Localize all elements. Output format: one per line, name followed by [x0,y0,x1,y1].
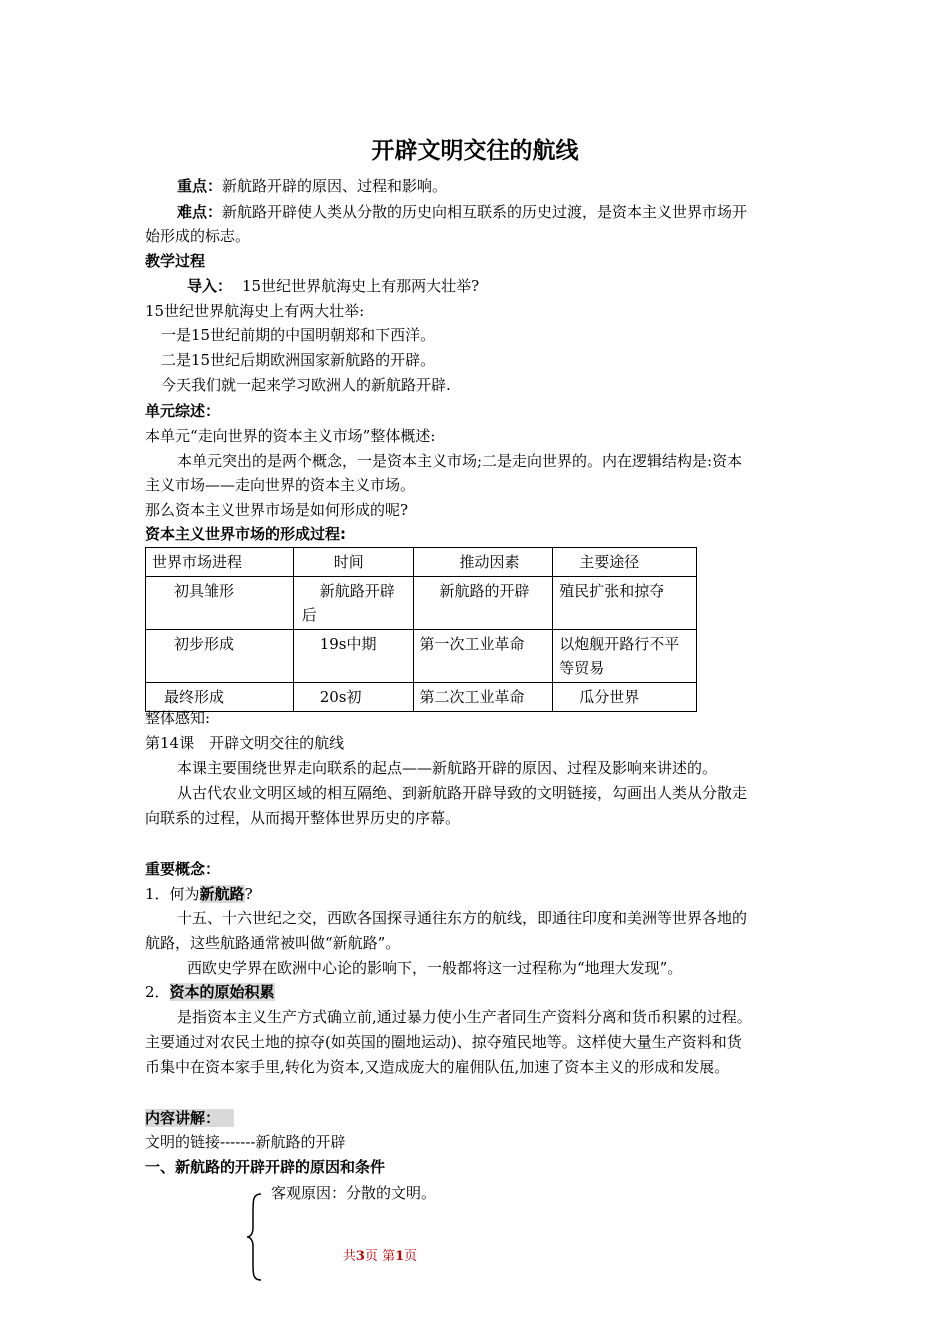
footer-total-pages: 3 [355,1249,365,1264]
focus-label: 重点： [177,177,223,195]
table-cell: 殖民扩张和掠夺 [553,577,697,630]
footer-page-label: 第 [382,1249,396,1264]
difficulty-line-1 [177,200,747,224]
table-cell: 初具雏形 [146,577,294,630]
table-cell: 新航路的开辟 [413,577,553,630]
intro-text: 15世纪世界航海史上有那两大壮举? [242,277,480,295]
focus-line [177,174,447,198]
table-heading: 资本主义世界市场的形成过程: [145,525,346,543]
unit-line-3: 那么资本主义世界市场是如何形成的呢? [145,501,409,519]
intro-line-3: 今天我们就一起来学习欧洲人的新航路开辟. [161,376,451,394]
footer-current-page: 1 [395,1249,405,1264]
table-cell: 20s初 [293,683,413,712]
process-heading: 教学过程 [145,252,206,270]
table-row [146,630,697,683]
concept2-line-2: 币集中在资本家手里,转化为资本,又造成庞大的雇佣队伍,加速了资本主义的形成和发展。 [145,1058,730,1076]
intro-line [187,274,479,298]
concept1-suffix: ? [244,885,253,903]
unit-heading: 单元综述： [145,402,221,420]
table-cell: 初步形成 [146,630,294,683]
overall-line-4: 向联系的过程，从而揭开整体世界历史的序幕。 [145,809,461,827]
unit-line-1: 本单元突出的是两个概念，一是资本主义市场;二是走向世界的。内在逻辑结构是:资本 [177,452,743,470]
page-title: 开辟文明交往的航线 [371,138,579,164]
difficulty-text: 新航路开辟使人类从分散的历史向相互联系的历史过渡，是资本主义世界市场开 [222,203,748,221]
table-header-cell: 世界市场进程 [146,548,294,577]
footer-page-unit: 页 [364,1249,378,1264]
concept2-prefix: 2． [145,983,170,1001]
table-cell: 以炮舰开路行不平等贸易 [553,630,697,683]
content-heading-text: 内容讲解： [145,1109,234,1127]
table-cell: 19s中期 [293,630,413,683]
concept2-term: 资本的原始积累 [169,983,275,1001]
table-header-cell: 时间 [293,548,413,577]
content-heading [145,1106,234,1130]
content-subheading: 文明的链接-------新航路的开辟 [145,1133,346,1151]
unit-line-2: 主义市场——走向世界的资本主义市场。 [145,476,416,494]
table-cell: 第二次工业革命 [413,683,553,712]
table-cell: 第一次工业革命 [413,630,553,683]
footer-page-unit-2: 页 [404,1249,418,1264]
overall-line-2: 本课主要围绕世界走向联系的起点——新航路开辟的原因、过程及影响来讲述的。 [177,759,718,777]
difficulty-line-2: 始形成的标志。 [145,227,251,245]
concept1-line-0: 十五、十六世纪之交，西欧各国探寻通往东方的航线，即通往印度和美洲等世界各地的 [177,909,748,927]
concept1-line-1: 航路，这些航路通常被叫做“新航路”。 [145,934,401,952]
intro-line-2: 二是15世纪后期欧洲国家新航路的开辟。 [161,351,436,369]
unit-line-0: 本单元“走向世界的资本主义市场”整体概述: [145,427,436,445]
concept1-title [145,882,253,906]
table-row [146,577,697,630]
concept1-term: 新航路 [199,885,245,903]
overall-line-3: 从古代农业文明区域的相互隔绝、到新航路开辟导致的文明链接，勾画出人类从分散走 [177,784,748,802]
table-row [146,683,697,712]
objective-cause: 客观原因：分散的文明。 [271,1184,437,1202]
table-cell: 瓜分世界 [553,683,697,712]
market-formation-table [145,547,697,712]
footer-total-label: 共 [342,1249,356,1264]
intro-line-0: 15世纪世界航海史上有两大壮举: [145,302,365,320]
table-cell: 最终形成 [146,683,294,712]
overall-line-0: 整体感知: [145,709,211,727]
concept2-line-0: 是指资本主义生产方式确立前,通过暴力使小生产者同生产资料分离和货币积累的过程。 [177,1008,752,1026]
concept2-line-1: 主要通过对农民土地的掠夺(如英国的圈地运动)、掠夺殖民地等。这样使大量生产资料和货 [145,1033,742,1051]
table-header-cell: 主要途径 [553,548,697,577]
table-header-cell: 推动因素 [413,548,553,577]
concepts-heading: 重要概念： [145,860,221,878]
focus-text: 新航路开辟的原因、过程和影响。 [222,177,448,195]
table-cell: 新航路开辟后 [293,577,413,630]
page-footer [0,1245,760,1264]
curly-brace-icon [245,1192,265,1282]
concept1-line-2: 西欧史学界在欧洲中心论的影响下，一般都将这一过程称为“地理大发现”。 [187,959,683,977]
intro-line-1: 一是15世纪前期的中国明朝郑和下西洋。 [161,326,436,344]
intro-label: 导入： [187,277,233,295]
concept1-prefix: 1．何为 [145,885,200,903]
concept2-title [145,980,275,1004]
difficulty-label: 难点： [177,203,223,221]
table-header-row [146,548,697,577]
overall-line-1: 第14课 开辟文明交往的航线 [145,734,345,752]
section1-heading: 一、新航路的开辟开辟的原因和条件 [145,1158,386,1176]
